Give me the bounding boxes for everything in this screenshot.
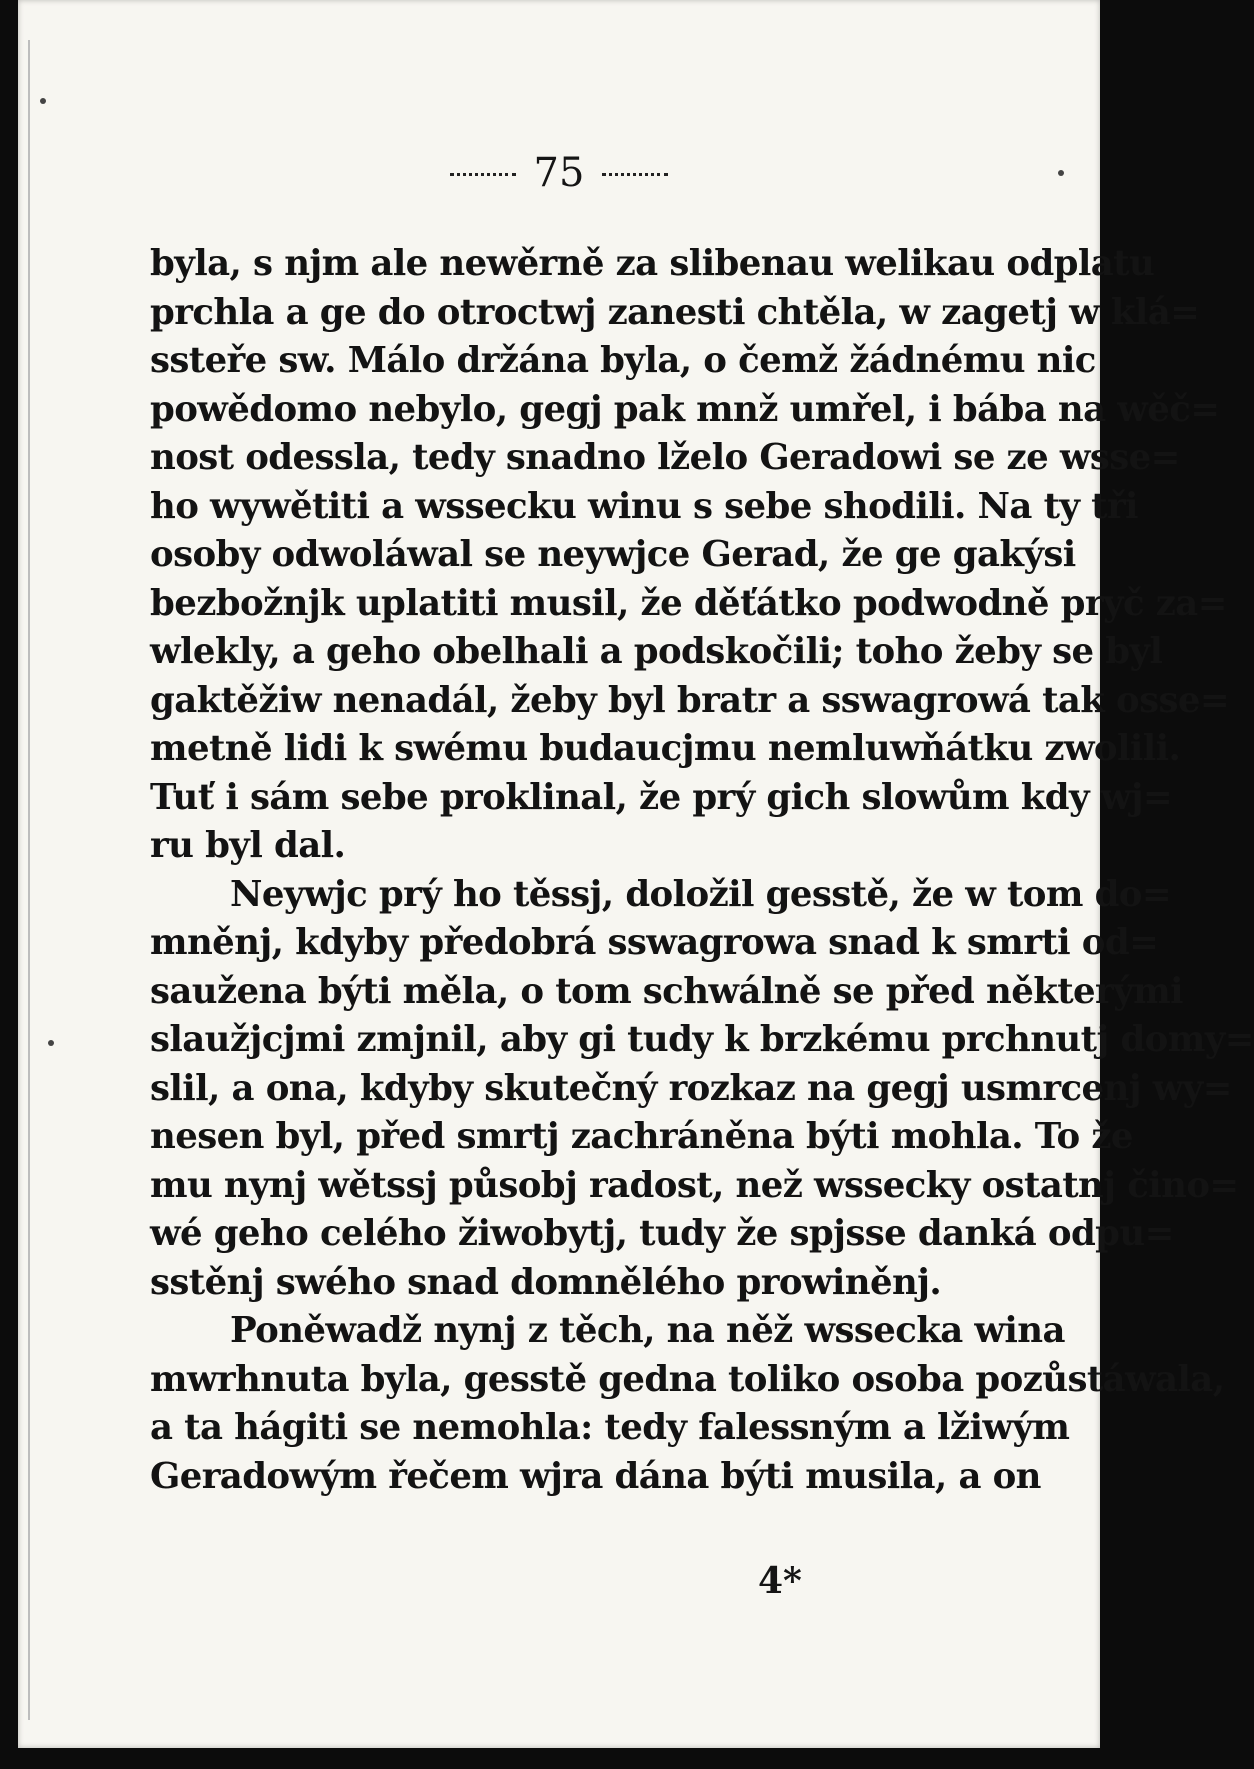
binding-edge [28,40,30,1720]
speck [48,1040,54,1046]
header-ornament-left [450,173,516,180]
text-line: mu nynj wětssj působj radost, než wssecky ostatnj čino= [150,1164,1239,1206]
text-line: nost odessla, tedy snadno lželo Geradowi se ze wsse= [150,437,1180,478]
book-page [18,0,1254,1748]
speck [40,98,46,104]
text-line: prchla a ge do otroctwj zanesti chtěla, w zagetj w klá= [150,291,1200,333]
text-line: saužena býti měla, o tom schwálně se před některými [150,970,1183,1012]
text-line: ssteře sw. Málo držána byla, o čemž žádnému nic [150,340,1096,381]
body-text [150,240,1254,1501]
text-line: Tuť i sám sebe proklinal, že prý gich slowům kdy wj= [150,776,1173,818]
text-line: osoby odwoláwal se neywjce Gerad, že ge gakýsi [150,534,1076,575]
paragraph-start: Poněwadž nynj z těch, na něž wssecka wina [230,1310,1065,1351]
page-header [18,150,1100,196]
text-line: mwrhnuta byla, gesstě gedna toliko osoba pozůstáwala, [150,1358,1225,1400]
text-line: wé geho celého žiwobytj, tudy že spjsse danká odpu= [150,1213,1174,1254]
text-line: mněnj, kdyby předobrá sswagrowa snad k smrti od= [150,922,1159,963]
header-ornament-right [602,173,668,180]
text-line: gaktěžiw nenadál, žeby byl bratr a sswagrowá tak osse= [150,679,1230,721]
text-line: slaužjcjmi zmjnil, aby gi tudy k brzkému prchnutj domy= [150,1019,1254,1060]
text-line: wlekly, a geho obelhali a podskočili; toho žeby se byl [150,631,1163,672]
text-line: Geradowým řečem wjra dána býti musila, a on [150,1455,1041,1497]
text-line: ru byl dal. [150,825,346,866]
text-line: ho wywětiti a wssecku winu s sebe shodili. Na ty tři [150,485,1138,527]
text-line: nesen byl, před smrtj zachráněna býti mohla. To že [150,1116,1133,1157]
text-line: byla, s njm ale newěrně za slibenau welikau odplatu [150,243,1155,284]
page-number: 75 [533,150,585,196]
text-line: powědomo nebylo, gegj pak mnž umřel, i bába na wěč= [150,388,1220,430]
paragraph-start: Neywjc prý ho těssj, doložil gesstě, že w tom do= [230,873,1172,915]
text-line: a ta hágiti se nemohla: tedy falessným a lžiwým [150,1407,1070,1448]
text-line: metně lidi k swému budaucjmu nemluwňátku zwolili. [150,728,1181,769]
speck [1058,170,1064,176]
signature-mark: 4* [758,1560,802,1602]
text-line: bezbožnjk uplatiti musil, že děťátko podwodně pryč za= [150,582,1227,624]
text-line: sstěnj swého snad domnělého prowiněnj. [150,1261,942,1303]
text-line: slil, a ona, kdyby skutečný rozkaz na gegj usmrcenj wy= [150,1067,1232,1109]
